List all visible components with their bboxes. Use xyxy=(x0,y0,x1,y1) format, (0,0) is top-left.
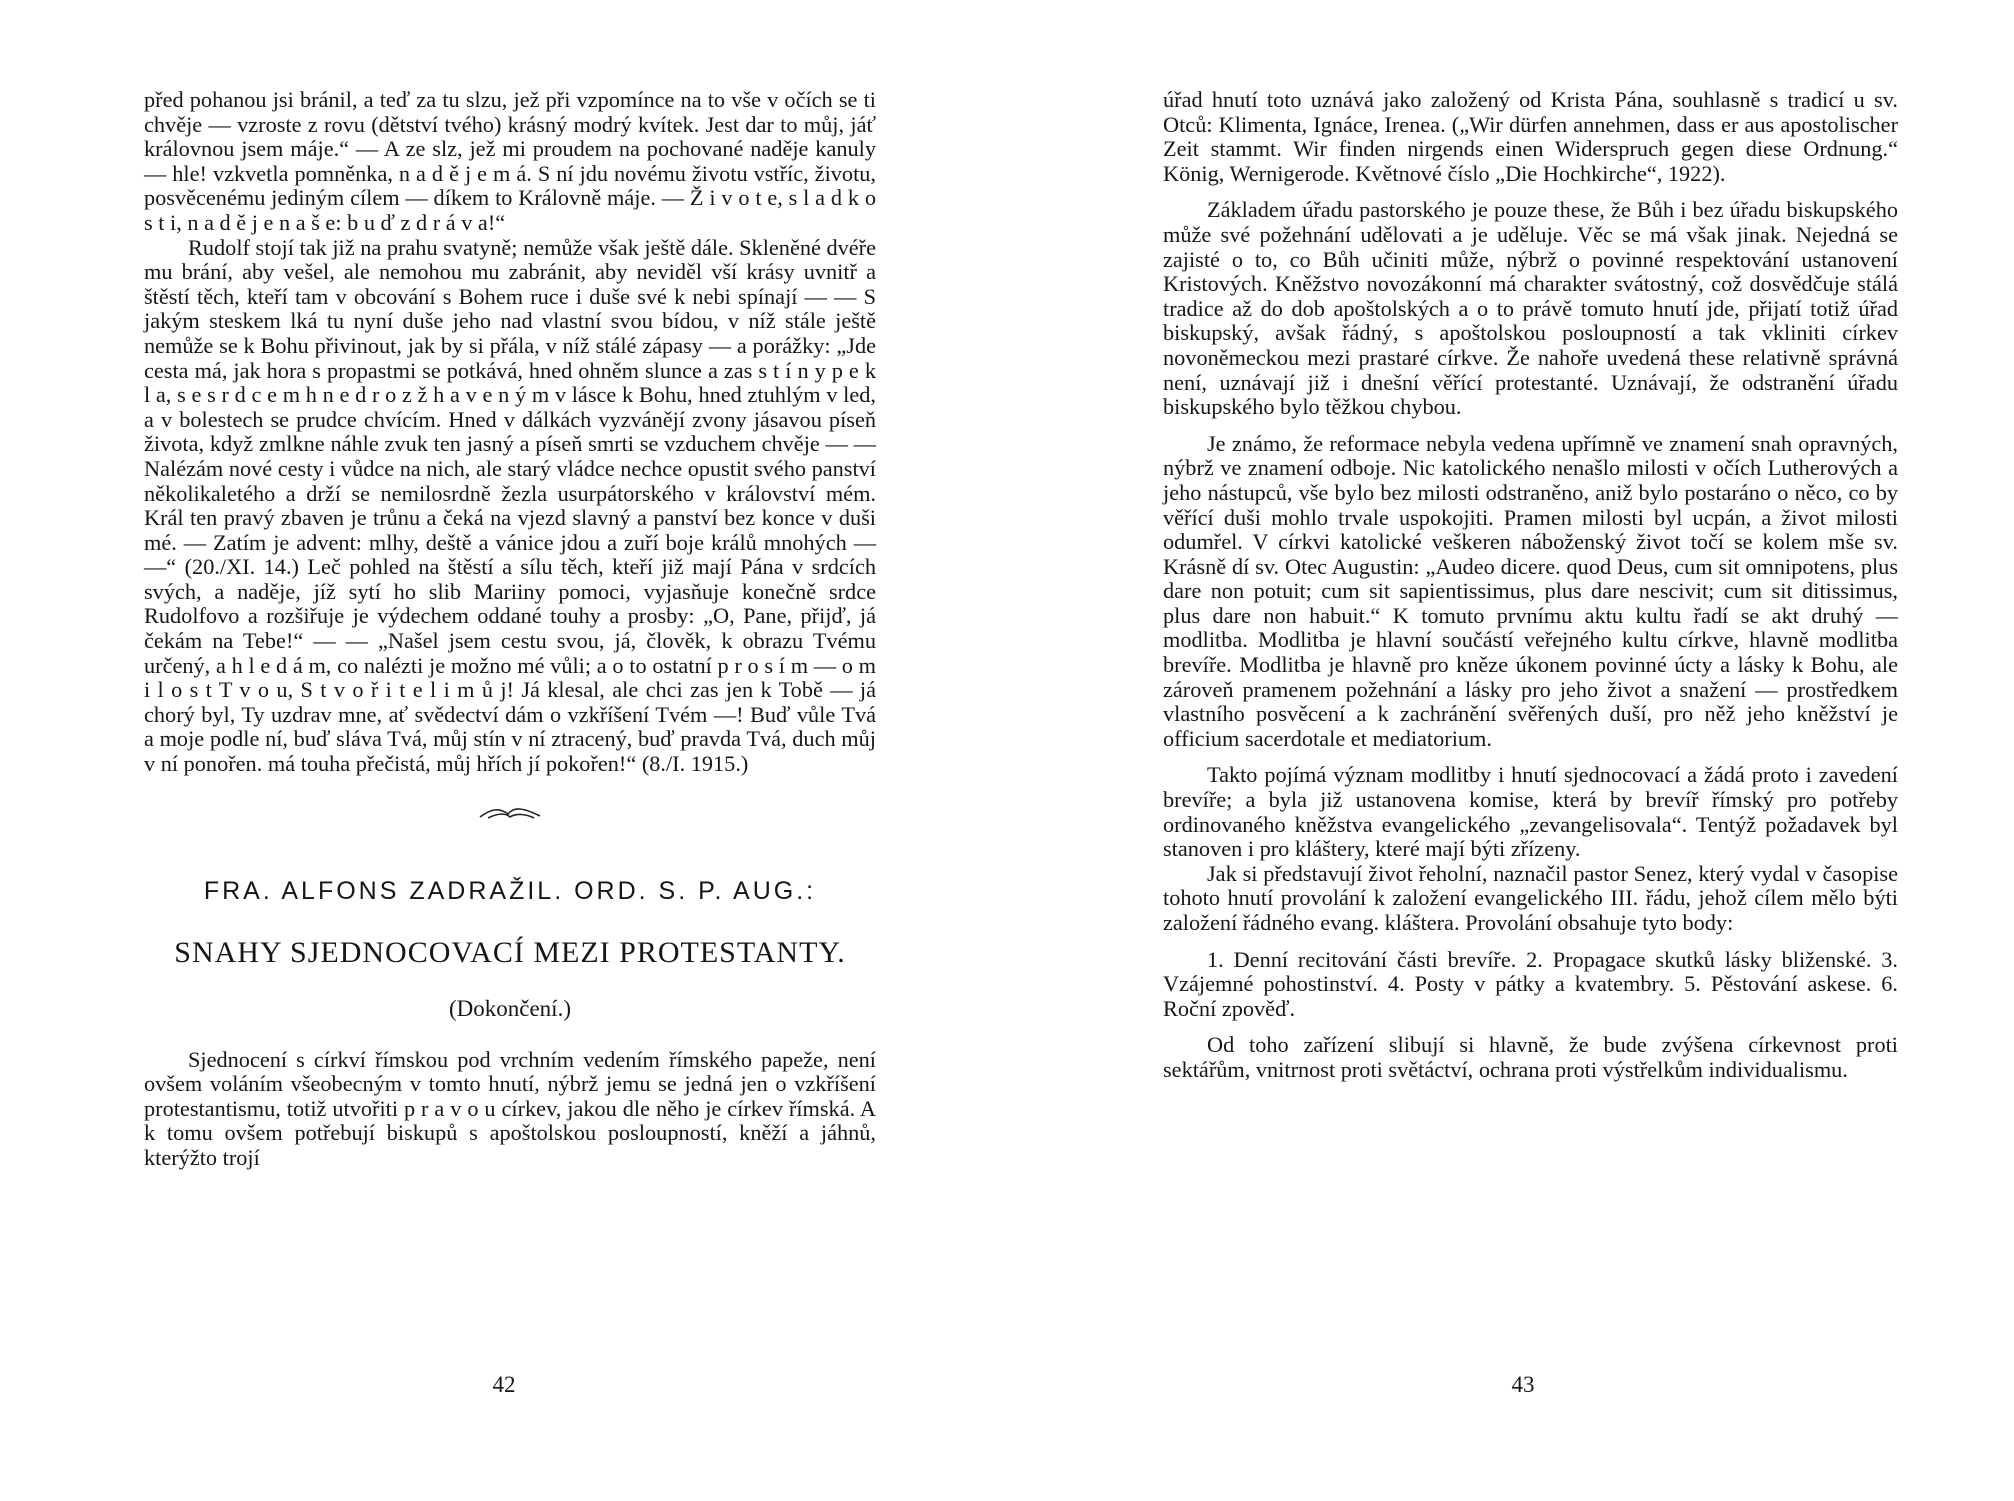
paragraph: Rudolf stojí tak již na prahu svatyně; nemůže však ještě dále. Skleněné dvéře mu brání, aby vešel, ale nemohou mu zabránit, aby neviděl vší krásy uvnitř a štěstí těch, kteří tam v obcování s Bohem ruce i duše své k nebi spínají — — S jakým steskem lká tu nyní duše jeho nad vlastní svou bídou, v níž stále ještě nemůže se k Bohu přivinout, jak by si přála, v níž stálé zápasy — a porážky: „Jde cesta má, jak hora s propastmi se potkává, hned ohněm slunce a zas s t í n y p e k l a, s e s r d c e m h n e d r o z ž h a v e n ý m v lásce k Bohu, hned ztuhlým v led, a v bolestech se prudce chvícím. Hned v dálkách vyzvánějí zvony jásavou píseň života, když zmlkne náhle zvuk ten jasný a píseň smrti se vzduchem chvěje — — Nalézám nové cesty i vůdce na nich, ale starý vládce nechce opustit svého panství několikaletého a drží se nemilosrdně žezla usurpátorského v království mém. Král ten pravý zbaven je trůnu a čeká na vjezd slavný a panství bez konce v duši mé. — Zatím je advent: mlhy, deště a vánice jdou a zuří boje králů mnohých — —“ (20./XI. 14.) Leč pohled na štěstí a sílu těch, kteří již mají Pána v srdcích svých, a naděje, jíž sytí ho slib Mariiny pomoci, vyjasňuje konečně srdce Rudolfovo a rozšiřuje je výdechem oddané touhy a prosby: „O, Pane, přijď, já čekám na Tebe!“ — — „Našel jsem cestu svou, já, člověk, k obrazu Tvému určený, a h l e d á m, co nalézti je možno mé vůli; a o to ostatní p r o s í m — o m i l o s t T v o u, S t v o ř i t e l i m ů j! Já klesal, ale chci zas jen k Tobě — já chorý byl, Ty uzdrav mne, ať svědectví dám o vzkříšení Tvém —! Buď vůle Tvá a moje podle ní, buď sláva Tvá, můj stín v ní ztracený, buď pravda Tvá, duch můj v ní ponořen. má touha přečistá, můj hřích jí pokořen!“ (8./I. 1915.) xyxy=(144,234,876,777)
right-page xyxy=(1163,88,1898,1083)
article-subtitle: (Dokončení.) xyxy=(449,995,571,1021)
page-number-right: 43 xyxy=(1511,1372,1535,1397)
list-paragraph: 1. Denní recitování části brevíře. 2. Propagace skutků lásky bliženské. 3. Vzájemné pohostinství. 4. Posty v pátky a kvatembry. 5. Pěstování askese. 6. Roční zpověď. xyxy=(1163,946,1898,1021)
article-title: SNAHY SJEDNOCOVACÍ MEZI PROTESTANTY. xyxy=(174,935,846,969)
paragraph: Takto pojímá význam modlitby i hnutí sjednocovací a žádá proto i zavedení brevíře; a byla již ustanovena komise, která by brevíř římský pro potřeby ordinovaného kněžstva evangelického „zevangelisovala“. Tentýž požadavek byl stanoven i pro kláštery, které mají býti zřízeny. xyxy=(1163,762,1898,862)
article-author: FRA. ALFONS ZADRAŽIL. ORD. S. P. AUG.: xyxy=(203,876,817,905)
paragraph: Sjednocení s církví římskou pod vrchním vedením římského papeže, není ovšem voláním všeobecným v tomto hnutí, nýbrž jemu se jedná jen o vzkříšení protestantismu, totiž utvořiti p r a v o u církev, jakou dle něho je církev římská. A k tomu ovšem potřebují biskupů s apoštolskou posloupností, kněží a jáhnů, kterýžto trojí xyxy=(144,1046,876,1170)
left-page xyxy=(144,88,876,1171)
ornament-icon xyxy=(478,805,542,821)
paragraph: Od toho zařízení slibují si hlavně, že bude zvýšena církevnost proti sektářům, vnitrnost proti světáctví, ochrana proti výstřelkům individualismu. xyxy=(1163,1032,1898,1082)
paragraph: Je známo, že reformace nebyla vedena upřímně ve znamení snah opravných, nýbrž ve znamení odboje. Nic katolického nenašlo milosti v očích Lutherových a jeho nástupců, vše bylo bez milosti odstraněno, aniž bylo postaráno o něco, co by věřící duši mohlo trvale uspokojiti. Pramen milosti byl ucpán, a život milosti odumřel. V církvi katolické veškeren náboženský život točí se kolem mše sv. Krásně dí sv. Otec Augustin: „Audeo dicere. quod Deus, cum sit omnipotens, plus dare non potuit; cum sit sapientissimus, plus dare nescivit; cum sit ditissimus, plus dare non habuit.“ K tomuto prvnímu aktu kultu řadí se akt druhý — modlitba. Modlitba je hlavní součástí veřejného kultu církve, hlavně modlitba brevíře. Modlitba je hlavně pro kněze úkonem povinné úcty a lásky k Bohu, ale zároveň pramenem požehnání a lásky pro jeho život a snažení — prostředkem vlastního posvěcení a k zachránění svěřených duší, pro něž jeho kněžství je officium sacerdotale et mediatorium. xyxy=(1163,430,1898,751)
paragraph: Jak si představují život řeholní, naznačil pastor Senez, který vydal v časopise tohoto hnutí provolání k založení evangelického III. řádu, jehož cílem mělo býti založení řádného evang. kláštera. Provolání obsahuje tyto body: xyxy=(1163,860,1898,935)
paragraph: Základem úřadu pastorského je pouze these, že Bůh i bez úřadu biskupského může své požehnání udělovati a je uděluje. Věc se má však jinak. Nejedná se zajisté o to, co Bůh učiniti může, nýbrž o povinné respektování ustanovení Kristových. Kněžstvo novozákonní má charakter svátostný, což dosvědčuje stálá tradice až do dob apoštolských a o to právě tomuto hnutí jde, přijatí totiž úřad biskupský, avšak řádný, s apoštolskou posloupností a tak vkliniti církev novoněmeckou mezi prastaré církve. Že nahoře uvedená these relativně správná není, uznávají již i dnešní věřící protestanté. Uznávají, že odstranění úřadu biskupského bylo těžkou chybou. xyxy=(1163,197,1898,420)
paragraph: úřad hnutí toto uznává jako založený od Krista Pána, souhlasně s tradicí u sv. Otců: Klimenta, Ignáce, Irenea. („Wir dürfen annehmen, dass er aus apostolischer Zeit stammt. Wir finden nirgends einen Widerspruch gegen diese Ordnung.“ König, Wernigerode. Květnové číslo „Die Hochkirche“, 1922). xyxy=(1163,87,1898,186)
paragraph: před pohanou jsi bránil, a teď za tu slzu, jež při vzpomínce na to vše v očích se ti chvěje — vzroste z rovu (dětství tvého) krásný modrý kvítek. Jest dar to můj, jáť královnou jsem máje.“ — A ze slz, jež mi proudem na pochované naděje kanuly — hle! vzkvetla pomněnka, n a d ě j e m á. S ní jdu novému životu vstříc, životu, posvěcenému jediným cílem — díkem to Královně máje. — Ž i v o t e, s l a d k o s t i, n a d ě j e n a š e: b u ď z d r á v a!“ xyxy=(144,87,876,235)
page-number-left: 42 xyxy=(492,1372,516,1397)
